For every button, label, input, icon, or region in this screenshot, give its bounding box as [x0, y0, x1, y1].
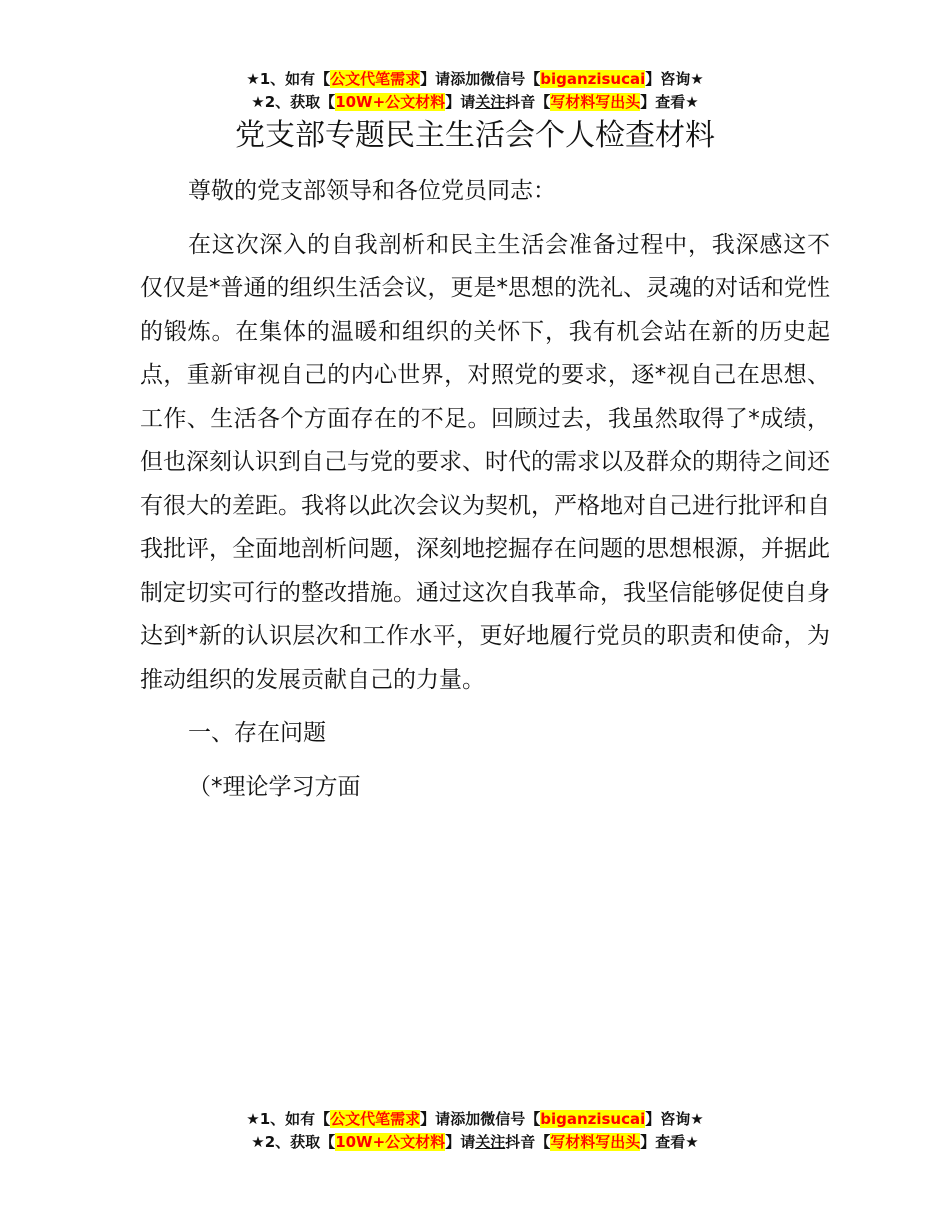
ad-highlight: 10W+公文材料: [335, 93, 446, 111]
ad-emphasis: 添加: [450, 1110, 481, 1128]
ad-text: 微信号【: [480, 1110, 541, 1128]
ad-text: 微信号【: [480, 70, 541, 88]
ad-line-2: [0, 1131, 950, 1154]
ad-text: 】查看★: [640, 1133, 699, 1151]
document-body: [140, 170, 830, 809]
ad-text: 】请: [420, 70, 451, 88]
ad-highlight: biganzisucai: [540, 70, 646, 88]
ad-emphasis: 关注: [475, 93, 506, 111]
ad-text: 】咨询★: [645, 1110, 704, 1128]
ad-text: 】请: [420, 1110, 451, 1128]
ad-highlight: 10W+公文材料: [335, 1133, 446, 1151]
intro-paragraph: 在这次深入的自我剖析和民主生活会准备过程中，我深感这不仅仅是*普通的组织生活会议，更是*思想的洗礼、灵魂的对话和党性的锻炼。在集体的温暖和组织的关怀下，我有机会站在新的历史起点，重新审视自己的内心世界，对照党的要求，逐*视自己在思想、工作、生活各个方面存在的不足。回顾过去，我虽然取得了*成绩，但也深刻认识到自己与党的要求、时代的需求以及群众的期待之间还有很大的差距。我将以此次会议为契机，严格地对自己进行批评和自我批评，全面地剖析问题，深刻地挖掘存在问题的思想根源，并据此制定切实可行的整改措施。通过这次自我革命，我坚信能够促使自身达到*新的认识层次和工作水平，更好地履行党员的职责和使命，为推动组织的发展贡献自己的力量。: [140, 231, 830, 693]
ad-text: ★2、获取【: [251, 1133, 336, 1151]
ad-line-1: [0, 68, 950, 91]
ad-text: 抖音【: [505, 1133, 551, 1151]
ad-text: 】查看★: [640, 93, 699, 111]
ad-text: ★1、如有【: [246, 70, 331, 88]
ad-line-2: [0, 91, 950, 114]
footer-ad-banner: [0, 1108, 950, 1154]
ad-line-1: [0, 1108, 950, 1131]
ad-highlight: 写材料写出头: [550, 1133, 641, 1151]
ad-text: 】请: [445, 1133, 476, 1151]
ad-text: ★1、如有【: [246, 1110, 331, 1128]
ad-text: 】请: [445, 93, 476, 111]
ad-highlight: 写材料写出头: [550, 93, 641, 111]
ad-emphasis: 关注: [475, 1133, 506, 1151]
ad-highlight: biganzisucai: [540, 1110, 646, 1128]
document-title: 党支部专题民主生活会个人检查材料: [235, 118, 715, 153]
section-heading: 一、存在问题: [188, 720, 326, 746]
header-ad-banner: [0, 68, 950, 114]
ad-highlight: 公文代笔需求: [330, 1110, 421, 1128]
ad-text: ★2、获取【: [251, 93, 336, 111]
ad-highlight: 公文代笔需求: [330, 70, 421, 88]
ad-emphasis: 添加: [450, 70, 481, 88]
salutation: 尊敬的党支部领导和各位党员同志：: [188, 178, 556, 204]
ad-text: 】咨询★: [645, 70, 704, 88]
ad-text: 抖音【: [505, 93, 551, 111]
subsection-heading: （*理论学习方面: [188, 773, 361, 800]
